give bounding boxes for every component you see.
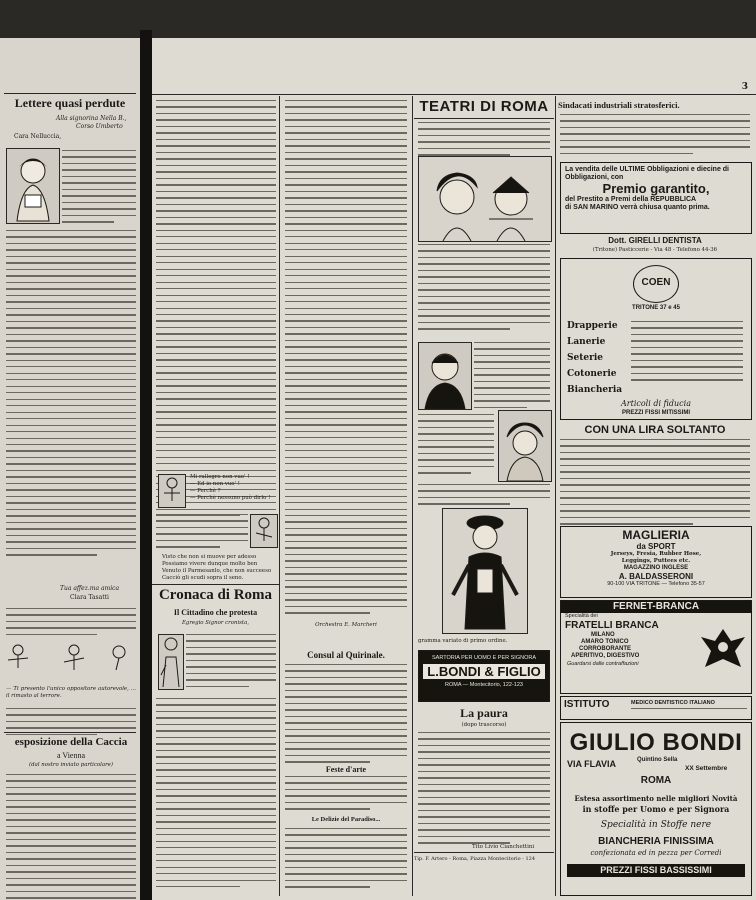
istituto-line-2: MEDICO DENTISTICO ITALIANO xyxy=(631,700,715,706)
cartoon-figures xyxy=(4,640,136,676)
fernet-line-5: AMARO TONICO xyxy=(581,639,629,645)
printer-line: Tip. F. Artero - Roma, Piazza Montecitorio - 124 xyxy=(414,856,536,862)
maglieria-line-1: MAGLIERIA xyxy=(622,528,690,542)
coen-ad xyxy=(560,258,752,420)
left-page xyxy=(0,38,140,900)
programme-caption: gramma variato di primo ordine. xyxy=(418,638,508,644)
cronaca-opening: Egregio Signor cronista, xyxy=(181,620,250,626)
section-city: a Vienna xyxy=(56,751,86,760)
giulio-bondi-ad xyxy=(560,722,752,896)
verse-3: — Perchè ? xyxy=(190,488,221,494)
coen-item-1: Drapperie xyxy=(567,321,618,331)
maglieria-line-5: MAGAZZINO INGLESE xyxy=(623,565,689,571)
coen-item-3: Seterie xyxy=(567,353,603,363)
verse-5: Visto che non si muove per adesso xyxy=(162,554,257,560)
fernet-line-7: APERITIVO, DIGESTIVO xyxy=(571,653,640,659)
address-line-2: Corso Umberto xyxy=(76,123,123,130)
bondi-figlio-subtitle: SARTORIA PER UOMO E PER SIGNORA xyxy=(431,655,536,661)
paura-author: Tito Livio Cianchettini xyxy=(472,844,535,850)
coen-item-4: Cotonerie xyxy=(567,369,617,379)
eagle-logo-icon xyxy=(701,623,745,673)
coen-footer-2: PREZZI FISSI MITISSIMI xyxy=(621,410,690,416)
lottery-line-1: La vendita delle ULTIME Obbligazioni e diecine di Obbligazioni, con xyxy=(565,166,730,181)
small-cartoon-right xyxy=(250,514,278,548)
coen-footer: Articoli di fiducia xyxy=(621,399,691,408)
bondi-line-3: Quintino Sella xyxy=(637,757,678,763)
woman-illustration xyxy=(6,148,60,224)
orchestra-note: Orchestra E. Marcheri xyxy=(315,622,377,628)
coen-item-2: Lanerie xyxy=(567,337,606,347)
maglieria-line-4: Leggings, Puttees etc. xyxy=(621,558,691,564)
sindacati-headline: Sindacati industriali stratosferici. xyxy=(558,100,680,110)
greeting: Cara Nellucciа, xyxy=(14,133,62,140)
san-marino-lottery-ad xyxy=(560,162,752,234)
fernet-line-1: FERNET-BRANCA xyxy=(561,601,751,613)
istituto-line-1: ISTITUTO xyxy=(564,699,610,710)
signoff: Tua affez.ma amica xyxy=(60,585,120,592)
bondi-line-10: confezionata ed in pezza per Corredi xyxy=(590,849,722,857)
cronaca-subtitle: Il Cittadino che protesta xyxy=(173,608,258,617)
coen-logo-text: COEN xyxy=(641,277,671,288)
dentist-name: Dott. GIRELLI DENTISTA xyxy=(608,236,702,245)
small-cartoon-left xyxy=(158,474,186,508)
lottery-line-3: del Prestito a Premi della REPUBBLICA xyxy=(565,196,697,203)
verse-4: — Perchè nessuno può dirlo ! xyxy=(190,495,271,501)
fernet-line-2: Specialità dei xyxy=(565,613,598,619)
bondi-figlio-address: ROMA — Montecitorio, 122-123 xyxy=(445,682,523,688)
cartoon-caption: — Ti presento l'unico oppositore autorevole, ... il rimasto al terrore. xyxy=(6,686,136,699)
maglieria-line-2: da SPORT xyxy=(636,542,676,551)
maglieria-line-3: Jerseys, Fresia, Rubber Hose, xyxy=(610,551,702,557)
bondi-line-6: Estesa assortimento nelle migliori Novità xyxy=(574,794,738,803)
cronaca-figure xyxy=(158,634,184,690)
theatre-monkey-cartoon xyxy=(442,508,528,634)
bondi-line-9: BIANCHERIA FINISSIMA xyxy=(598,836,714,847)
consul-title: Consul al Quirinale. xyxy=(307,650,385,660)
delizie-title: Le Delizie del Paradiso... xyxy=(311,816,381,823)
verse-1: Mi rallegro non vuo' ! xyxy=(190,474,250,480)
coen-item-5: Biancheria xyxy=(567,385,623,395)
fernet-line-4: MILANO xyxy=(591,632,615,638)
bondi-figlio-ad xyxy=(418,650,550,702)
address-line: Alla signorina Nella B., xyxy=(56,115,127,122)
theatre-portrait-2 xyxy=(498,410,552,482)
bondi-line-11: PREZZI FISSI BASSISSIMI xyxy=(567,864,745,877)
maglieria-line-7: 90-100 VIA TRITONE — Telefono 35-57 xyxy=(607,581,705,587)
theatre-portrait-1 xyxy=(418,342,472,410)
maglieria-ad xyxy=(560,526,752,598)
book-spine xyxy=(140,30,152,900)
verse-6: Possiamo vivere dunque molto ben xyxy=(162,561,258,567)
bondi-line-8: Specialità in Stoffe nere xyxy=(600,820,712,830)
verse-2: — Ed io non vuo' ! xyxy=(190,481,240,487)
lira-title: CON UNA LIRA SOLTANTO xyxy=(584,424,726,436)
section-title: esposizione della Caccia xyxy=(14,736,128,748)
fernet-line-8: Guardarsi dalle contraffazioni xyxy=(567,661,639,667)
right-page xyxy=(152,38,756,900)
fernet-line-3: FRATELLI BRANCA xyxy=(565,620,659,631)
signature: Clara Tasatti xyxy=(70,594,109,601)
bondi-line-5: ROMA xyxy=(640,775,672,786)
teatri-header: TEATRI DI ROMA xyxy=(419,98,549,115)
bondi-line-7: in stoffe per Uomo e per Signora xyxy=(582,804,730,814)
verse-7: Venuto il Parmesanlo, che non succeeso xyxy=(162,568,272,574)
lottery-line-4: di SAN MARINO verrà chiusa quanto prima. xyxy=(565,204,710,211)
bondi-figlio-name: L.BONDI & FIGLIO xyxy=(423,664,545,679)
theatre-caricature xyxy=(418,156,552,242)
verse-8: Cacciò gli scudi sopra il seno. xyxy=(162,575,244,581)
lottery-line-2: Premio garantito, xyxy=(602,181,710,196)
page-number: 3 xyxy=(741,82,748,92)
cronaca-title: Cronaca di Roma xyxy=(158,587,273,603)
fernet-line-6: CORROBORANTE xyxy=(579,646,631,652)
istituto-ad xyxy=(560,696,752,720)
coen-logo xyxy=(633,265,679,303)
feste-title: Feste d'arte xyxy=(325,765,367,774)
dentist-address: (Tritone) Pasticcerie - Via 48 - Telefono 44-36 xyxy=(592,247,718,253)
fernet-branca-ad xyxy=(560,600,752,694)
bondi-line-1: GIULIO BONDI xyxy=(569,729,743,756)
coen-address: TRITONE 37 e 45 xyxy=(632,305,680,311)
section-note: (dal nostro inviato particolare) xyxy=(29,762,113,768)
bondi-line-2: VIA FLAVIA xyxy=(567,759,616,769)
maglieria-line-6: A. BALDASSERONI xyxy=(618,572,694,581)
bondi-line-4: XX Settembre xyxy=(685,765,728,772)
paura-title: La paura xyxy=(460,706,508,720)
paura-subtitle: (dopo trascorso) xyxy=(461,722,507,728)
left-page-title: Lettere quasi perdute xyxy=(14,96,126,110)
